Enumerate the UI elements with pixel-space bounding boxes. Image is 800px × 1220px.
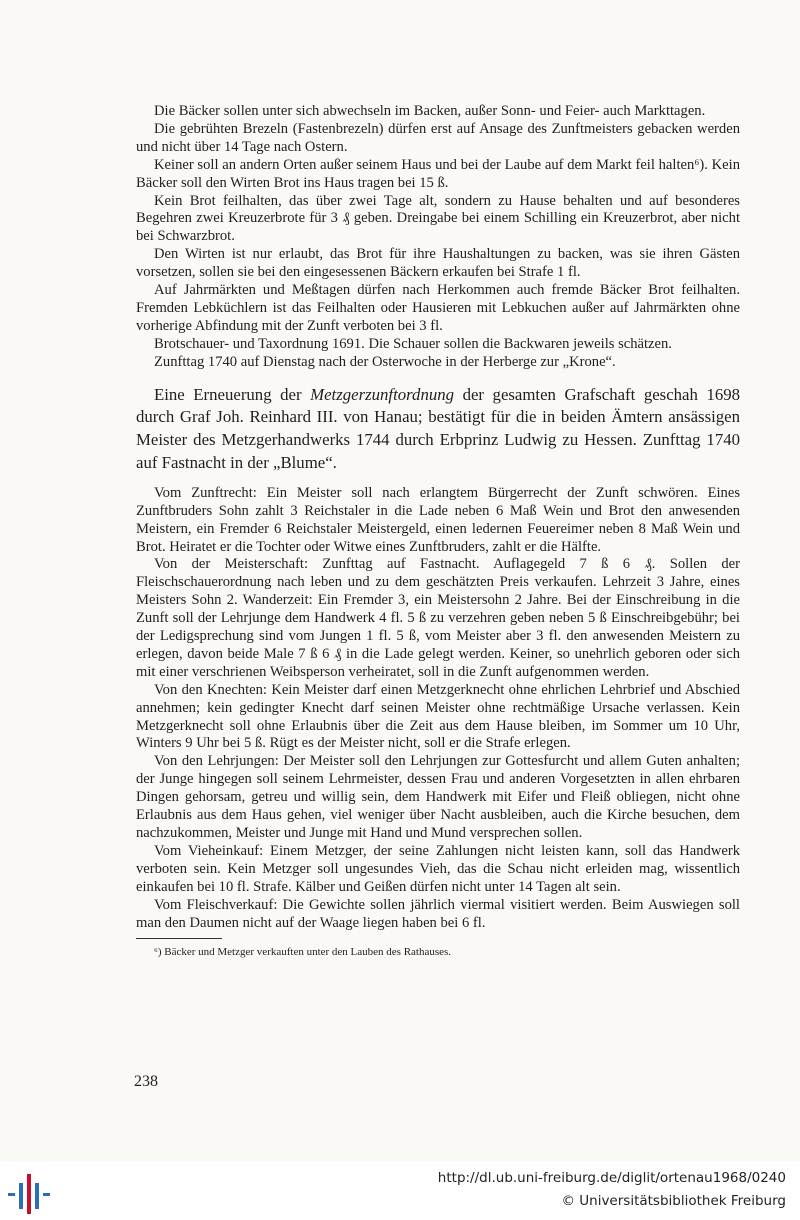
paragraph: Den Wirten ist nur erlaubt, das Brot für ihre Haushaltungen zu backen, was sie ihren Gästen vorsetzen, sollen sie bei den eingesessenen Bäckern erkaufen bei Strafe 1 fl. [136, 246, 740, 281]
library-logo-icon [8, 1174, 54, 1214]
intro-paragraph [136, 384, 740, 475]
viewer-footer [0, 1162, 800, 1220]
source-url-link[interactable]: http://dl.ub.uni-freiburg.de/diglit/ortenau1968/0240 [437, 1170, 786, 1186]
copyright-notice: © Universitätsbibliothek Freiburg [561, 1193, 786, 1209]
paragraph: Vom Vieheinkauf: Einem Metzger, der seine Zahlungen nicht leisten kann, soll das Handwerk verboten sein. Kein Metzger soll ungesundes Vieh, das die Schau nicht erleiden mag, wissentlich einkaufen bei 10 fl. Strafe. Kälber und Geißen dürfen nicht unter 14 Tagen alt sein. [136, 842, 740, 895]
paragraph: Vom Zunftrecht: Ein Meister soll nach erlangtem Bürgerrecht der Zunft schwören. Eines Zunftbruders Sohn zahlt 3 Reichstaler in die Lade neben 6 Maß Wein und Brot den anwesenden Meistern, ein Fremder 6 Reichstaler Meistergeld, einen ledernen Feuereimer neben 8 Maß Wein und Brot. Heiratet er die Tochter oder Witwe eines Zunftbruders, zahlt er die Hälfte. [136, 484, 740, 555]
paragraph: Die gebrühten Brezeln (Fastenbrezeln) dürfen erst auf Ansage des Zunftmeisters gebacken werden und nicht über 14 Tage nach Ostern. [136, 120, 740, 155]
page-number: 238 [134, 1073, 158, 1090]
intro-italic-term: Metzgerzunftordnung [310, 384, 455, 404]
footnote-divider [136, 938, 222, 939]
paragraph: Brotschauer- und Taxordnung 1691. Die Schauer sollen die Backwaren jeweils schätzen. [154, 335, 672, 352]
paragraph: Die Bäcker sollen unter sich abwechseln im Backen, außer Sonn- und Feier- auch Markttagen. [154, 103, 706, 119]
intro-text-start: Eine Erneuerung der [154, 384, 311, 404]
paragraph: Von der Meisterschaft: Zunfttag auf Fastnacht. Auflagegeld 7 ß 6 ₰. Sollen der Fleischschauerordnung nach leben und zu dem geschätzten Preis verkaufen. Lehrzeit 3 Jahre, eines Meisters Sohn 2. Wanderzeit: Ein Fremder 3, ein Meistersohn 2 Jahre. Bei der Einschreibung in die Zunft soll der Lehrjunge dem Handwerk 4 fl. 5 ß zu verzehren geben neben 5 ß Einschreibgebühr; bei der Ledigsprechung sind vom Jungen 1 fl. 5 ß, vom Meister aber 3 fl. den anwesenden Meistern zu erlegen, davon beide Male 7 ß 6 ₰ in die Lade gelegt werden. Keiner, so unehrlich geboren oder sich mit einer verschrienen Weibsperson verheiratet, soll in die Zunft aufgenommen werden. [136, 556, 740, 680]
paragraph: Vom Fleischverkauf: Die Gewichte sollen jährlich viermal visitiert werden. Beim Auswiegen soll man den Daumen nicht auf der Waage liegen haben bei 6 fl. [136, 896, 740, 931]
paragraph: Von den Lehrjungen: Der Meister soll den Lehrjungen zur Gottesfurcht und allem Guten anhalten; der Junge hingegen soll seinem Lehrmeister, dessen Frau und anderen Vorgesetzten in allen ehrbaren Dingen gehorsam, getreu und willig sein, dem Handwerk mit Eifer und Fleiß obliegen, nicht ohne Erlaubnis aus dem Haus gehen, viel weniger über Nacht ausbleiben, auch die Kirche besuchen, dem nachzukommen, Meister und Junge mit Hand und Mund versprechen sollen. [136, 753, 740, 841]
paragraph: Kein Brot feilhalten, das über zwei Tage alt, sondern zu Hause behalten und auf besonderes Begehren zwei Kreuzerbrote für 3 ₰ geben. Dreingabe bei einem Schilling ein Kreuzerbrot, aber nicht bei Schwarzbrot. [136, 192, 740, 245]
paragraph: Von den Knechten: Kein Meister darf einen Metzgerknecht ohne ehrlichen Lehrbrief und Abschied annehmen; kein gedingter Knecht darf seinen Meister ohne rechtmäßige Ursache verlassen. Kein Metzgerknecht soll ohne Erlaubnis über die Zeit aus dem Hause bleiben, im Sommer um 10 Uhr, Winters 9 Uhr bei 5 ß. Rügt es der Meister nicht, soll er die Strafe erlegen. [136, 681, 740, 752]
paragraph: Auf Jahrmärkten und Meßtagen dürfen nach Herkommen auch fremde Bäcker Brot feilhalten. Fremden Lebküchlern ist das Feilhalten oder Hausieren mit Lebkuchen außer auf Jahrmärkten ohne vorherige Abfindung mit der Zunft verboten bei 3 fl. [136, 282, 740, 334]
intro-text-end: der gesamten Grafschaft geschah 1698 durch Graf Joh. Reinhard III. von Hanau; bestätigt für die in beiden Ämtern ansässigen Meister des Metzgerhandwerks 1744 durch Erbprinz Ludwig zu Hessen. Zunfttag 1740 auf Fastnacht in der „Blume“. [136, 384, 741, 472]
paragraph: Keiner soll an andern Orten außer seinem Haus und bei der Laube auf dem Markt feil halten⁶). Kein Bäcker soll den Wirten Brot ins Haus tragen bei 15 ß. [136, 156, 740, 191]
page-text [136, 103, 740, 959]
footnote: ⁶) Bäcker und Metzger verkauften unter den Lauben des Rathauses. [154, 946, 452, 959]
paragraph: Zunfttag 1740 auf Dienstag nach der Osterwoche in der Herberge zur „Krone“. [154, 353, 616, 370]
